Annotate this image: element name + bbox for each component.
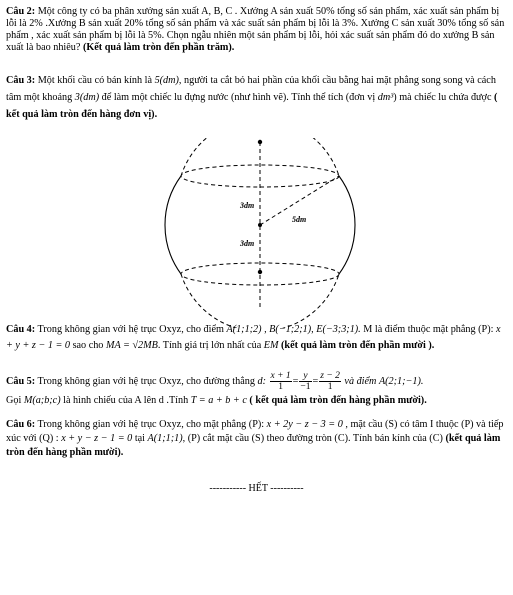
question-5-line-name: d: <box>257 375 266 387</box>
question-3-text-4: ) mà chiếc lu chứa được <box>393 92 492 103</box>
question-4-plane: x + y + z − 1 = 0 <box>6 324 501 351</box>
question-4-label: Câu 4: <box>6 324 36 335</box>
question-6-point: A(1;1;1) <box>147 433 183 444</box>
label-radius: 5dm <box>292 215 307 224</box>
question-6-plane-q: x + y − z − 1 = 0 <box>61 433 133 444</box>
fraction-z <box>319 371 341 392</box>
fraction-x-den: 1 <box>278 382 283 392</box>
question-6-text-2: , mặt cầu (S) có tâm I thuộc (P) và tiếp xúc với (Q) : <box>6 419 504 444</box>
fraction-y-den: −1 <box>300 382 311 392</box>
question-5-projection: M(a;b;c) <box>23 395 61 406</box>
label-bottom-distance: 3dm <box>240 239 255 248</box>
fraction-x <box>270 371 292 392</box>
sphere-outline <box>165 176 181 274</box>
question-4-text-1: Trong không gian với hệ trục Oxyz, cho điểm <box>37 324 224 335</box>
top-cut-ellipse <box>181 165 339 187</box>
question-5-text-2: và điểm <box>344 375 377 387</box>
label-top-distance: 3dm <box>240 201 255 210</box>
fraction-y-num: y <box>299 371 311 382</box>
question-4-points: A(1;1;2) , B(−1;2;1), E(−3;3;1). <box>226 324 361 335</box>
question-4-condition: MA = √2MB <box>105 340 158 351</box>
question-6-text-3: tại <box>134 433 145 444</box>
bottom-point <box>258 270 262 274</box>
question-2-label: Câu 2: <box>6 6 36 17</box>
question-4-text-4: . Tính giá trị lớn nhất của <box>157 340 262 351</box>
question-5-text-3: Gọi <box>6 395 22 406</box>
question-4-text-2: M là điểm thuộc mặt phẳng (P): <box>363 324 494 335</box>
center-point <box>258 223 262 227</box>
question-3-unit: dm³ <box>377 92 394 103</box>
question-3-distance: 3(dm) <box>74 92 100 103</box>
question-5-point: A(2;1;−1). <box>378 375 424 387</box>
sphere-outline-right <box>339 176 355 274</box>
question-4-note: (kết quả làm tròn đến phần mười ). <box>281 340 435 351</box>
question-3-label: Câu 3: <box>6 75 36 86</box>
fraction-z-num: z − 2 <box>320 371 340 381</box>
fraction-z-den: 1 <box>327 382 333 392</box>
question-2-text: Một công ty có ba phân xưởng sản xuất A, B, C . Xưởng A sản xuất 50% tổng số sản phẩm, xác xuất sản phẩm bị lỗi là 2% .Xưởng B sản xuất 20% tổng số sản phẩm và xác suất sản phẩm bị lỗi là 3%. Xưởng C sản xuất 30% tổng số sản phẩm , xác xuất sản phẩm bị lỗi là 5%. Chọn ngẫu nhiên một sản phẩm bị lỗi, hỏi xác suất sản phẩm đó do xưởng B sản xuất là bao nhiêu? <box>6 6 505 53</box>
question-6-text-4: , (P) cắt mặt cầu (S) theo đường tròn (C). Tính bán kính của (C) <box>182 433 443 444</box>
question-3-text-2: , người ta cắt bỏ hai phần của khối cầu bằng hai mặt phẳng song song và cách tâm một khoảng <box>6 75 496 103</box>
question-6-text-1: Trong không gian với hệ trục Oxyz, cho mặt phẳng (P): <box>37 419 265 430</box>
question-4 <box>6 322 508 354</box>
question-6-label: Câu 6: <box>6 419 36 430</box>
question-2 <box>6 6 508 54</box>
question-6-plane: x + 2y − z − 3 = 0 <box>266 419 343 430</box>
fraction-x-num: x + 1 <box>270 371 291 381</box>
question-4-text-3: sao cho <box>72 340 104 351</box>
fraction-y <box>299 371 311 392</box>
end-marker: ----------- HẾT ---------- <box>209 483 304 494</box>
question-2-note: (Kết quả làm tròn đến phần trăm). <box>82 42 235 53</box>
top-point <box>258 140 262 144</box>
question-3-text-3: để làm một chiếc lu đựng nước (như hình vẽ). Tính thể tích (đơn vị <box>101 92 376 103</box>
question-3-radius: 5(dm) <box>154 75 179 86</box>
question-5-note: ( kết quả làm tròn đến hàng phần mười). <box>249 395 427 406</box>
question-3-text-1: Một khối cầu có bán kính là <box>37 75 153 86</box>
question-3 <box>6 72 508 123</box>
question-3-note: ( kết quả làm tròn đến hàng đơn vị). <box>6 92 498 120</box>
question-4-target: EM <box>263 340 279 351</box>
question-5: Câu 5: Trong không gian với hệ trục Oxyz, cho đường thẳng d: $\frac{x + 1}{1}$ = $\frac{y}{-1}$ = $\frac{z - 2}{1}$ và điểm A(2;1;−1). Gọi M(a;b;c) là hình chiếu của A lên d .Tính T = a + b + c ( kết quả làm tròn đến hàng phần mười). <box>6 371 427 406</box>
question-5-label: Câu 5: <box>6 375 36 387</box>
question-5-text-1: Trong không gian với hệ trục Oxyz, cho đường thẳng <box>37 375 255 387</box>
question-6 <box>6 418 508 460</box>
question-5-text-4: là hình chiếu của A lên d .Tính <box>63 395 189 406</box>
question-5-expression: T = a + b + c <box>190 395 247 406</box>
question-6-note: (kết quả làm tròn đến hàng phần mười). <box>6 433 501 458</box>
sphere-figure <box>0 138 513 328</box>
